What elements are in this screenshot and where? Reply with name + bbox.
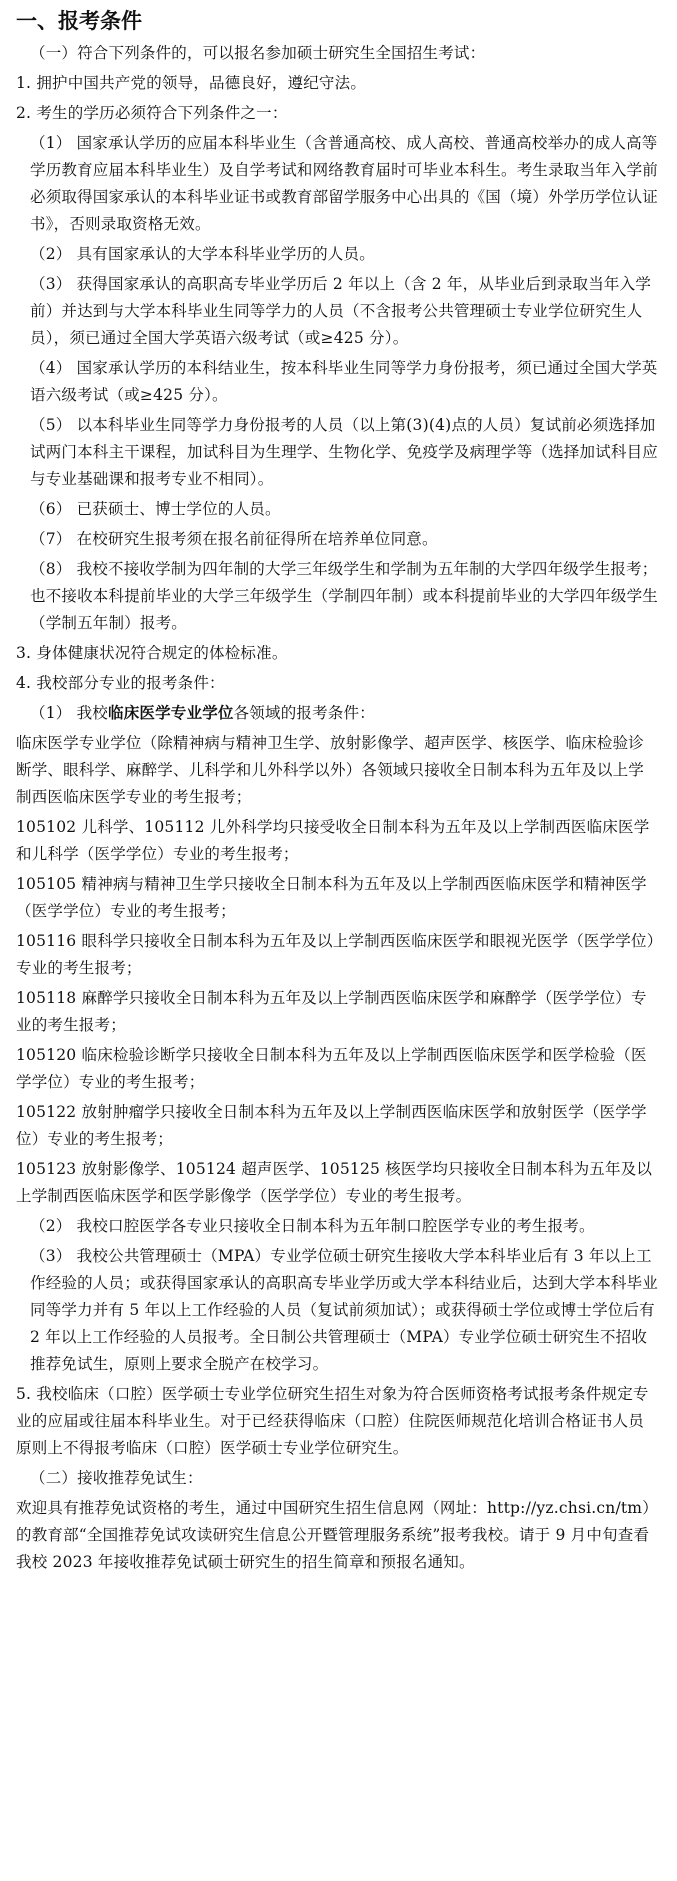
clinical-bold: 临床医学专业学位 — [108, 704, 234, 722]
paragraph: 105116 眼科学只接收全日制本科为五年及以上学制西医临床医学和眼视光医学（医学学位）专业的考生报考； — [16, 932, 655, 977]
paragraph: 临床医学专业学位（除精神病与精神卫生学、放射影像学、超声医学、核医学、临床检验诊断学、眼科学、麻醉学、儿科学和儿外科学以外）各领域只接收全日制本科为五年及以上学制西医临床医学专业的考生报考； — [16, 734, 645, 806]
clinical-prefix: （1） 我校 — [30, 704, 108, 722]
section-heading: 一、报考条件 — [16, 9, 142, 33]
paragraph: 4. 我校部分专业的报考条件： — [16, 674, 225, 692]
paragraph: （7） 在校研究生报考须在报名前征得所在培养单位同意。 — [30, 530, 438, 548]
paragraph: 105122 放射肿瘤学只接收全日制本科为五年及以上学制西医临床医学和放射医学（医学学位）专业的考生报考； — [16, 1103, 647, 1148]
paragraph: 105105 精神病与精神卫生学只接收全日制本科为五年及以上学制西医临床医学和精神医学（医学学位）专业的考生报考； — [16, 875, 647, 920]
subsection-title: （二）接收推荐免试生： — [30, 1469, 203, 1487]
paragraph: （3） 获得国家承认的高职高专毕业学历后 2 年以上（含 2 年，从毕业后到录取当年入学前）并达到与大学本科毕业生同等学力的人员（不含报考公共管理硕士专业学位研究生人员），须已通过全国大学英语六级考试（或≥425 分）。 — [30, 275, 652, 347]
paragraph: （6） 已获硕士、博士学位的人员。 — [30, 500, 281, 518]
clinical-paragraph — [16, 700, 659, 727]
paragraph: 2. 考生的学历必须符合下列条件之一： — [16, 104, 288, 122]
paragraph: （1） 国家承认学历的应届本科毕业生（含普通高校、成人高校、普通高校举办的成人高等学历教育应届本科毕业生）及自学考试和网络教育届时可毕业本科生。考生录取当年入学前必须取得国家承认的本科毕业证书或教育部留学服务中心出具的《国（境）外学历学位认证书》，否则录取资格无效。 — [30, 134, 659, 233]
paragraph: （5） 以本科毕业生同等学力身份报考的人员（以上第(3)(4)点的人员）复试前必须选择加试两门本科主干课程，加试科目为生理学、生物化学、免疫学及病理学等（选择加试科目应与专业基础课和报考专业不相同）。 — [30, 416, 659, 488]
paragraph: （2） 具有国家承认的大学本科毕业学历的人员。 — [30, 245, 375, 263]
paragraph: 105123 放射影像学、105124 超声医学、105125 核医学均只接收全日制本科为五年及以上学制西医临床医学和医学影像学（医学学位）专业的考生报考。 — [16, 1160, 653, 1205]
paragraph: （2） 我校口腔医学各专业只接收全日制本科为五年制口腔医学专业的考生报考。 — [30, 1217, 595, 1235]
paragraph: 1. 拥护中国共产党的领导，品德良好，遵纪守法。 — [16, 74, 367, 92]
paragraph: 3. 身体健康状况符合规定的体检标准。 — [16, 644, 288, 662]
subsection-title: （一）符合下列条件的，可以报名参加硕士研究生全国招生考试： — [30, 44, 486, 62]
paragraph: 欢迎具有推荐免试资格的考生，通过中国研究生招生信息网（网址：http://yz.chsi.cn/tm）的教育部“全国推荐免试攻读研究生信息公开暨管理服务系统”报考我校。请于 9 月中旬查看我校 2023 年接收推荐免试硕士研究生的招生简章和预报名通知。 — [16, 1499, 658, 1571]
paragraph: 5. 我校临床（口腔）医学硕士专业学位研究生招生对象为符合医师资格考试报考条件规定专业的应届或往届本科毕业生。对于已经获得临床（口腔）住院医师规范化培训合格证书人员原则上不得报考临床（口腔）医学硕士专业学位研究生。 — [16, 1385, 649, 1457]
paragraph: （8） 我校不接收学制为四年制的大学三年级学生和学制为五年制的大学四年级学生报考；也不接收本科提前毕业的大学三年级学生（学制四年制）或本科提前毕业的大学四年级学生（学制五年制）报考。 — [30, 560, 659, 632]
paragraph: 105120 临床检验诊断学只接收全日制本科为五年及以上学制西医临床医学和医学检验（医学学位）专业的考生报考； — [16, 1046, 647, 1091]
paragraph: （3） 我校公共管理硕士（MPA）专业学位硕士研究生接收大学本科毕业后有 3 年以上工作经验的人员；或获得国家承认的高职高专毕业学历或大学本科结业后，达到大学本科毕业同等学力并有 5 年以上工作经验的人员（复试前须加试）；或获得硕士学位或博士学位后有 2 年以上工作经验的人员报考。全日制公共管理硕士（MPA）专业学位硕士研究生不招收推荐免试生，原则上要求全脱产在校学习。 — [30, 1247, 659, 1373]
clinical-suffix: 各领域的报考条件： — [233, 704, 375, 722]
paragraph: 105118 麻醉学只接收全日制本科为五年及以上学制西医临床医学和麻醉学（医学学位）专业的考生报考； — [16, 989, 647, 1034]
paragraph: （4） 国家承认学历的本科结业生，按本科毕业生同等学力身份报考，须已通过全国大学英语六级考试（或≥425 分）。 — [30, 359, 658, 404]
paragraph: 105102 儿科学、105112 儿外科学均只接受收全日制本科为五年及以上学制西医临床医学和儿科学（医学学位）专业的考生报考； — [16, 818, 650, 863]
